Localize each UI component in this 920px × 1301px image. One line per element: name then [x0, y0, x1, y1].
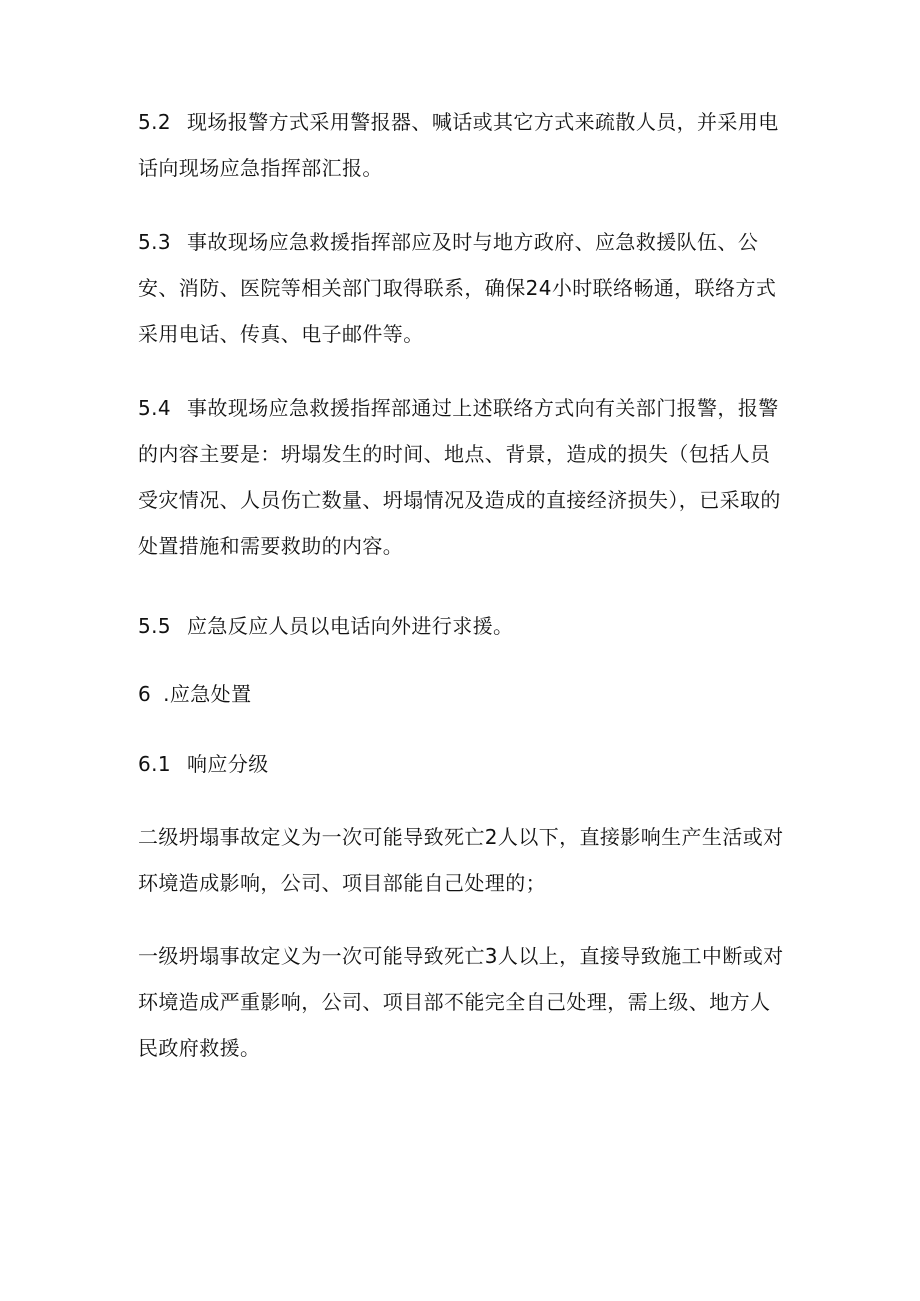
section-heading-6 — [138, 671, 788, 717]
paragraph-text: 一级坍塌事故定义为一次可能导致死亡3人以上，直接导致施工中断或对环境造成严重影响，公司、项目部不能完全自己处理，需上级、地方人民政府救援。 — [138, 944, 784, 1060]
paragraph-text: 事故现场应急救援指挥部通过上述联络方式向有关部门报警，报警的内容主要是：坍塌发生的时间、地点、背景，造成的损失（包括人员受灾情况、人员伤亡数量、坍塌情况及造成的直接经济损失），已采取的处置措施和需要救助的内容。 — [138, 396, 781, 558]
section-number: 5.5 — [138, 614, 172, 638]
paragraph-5-5 — [138, 603, 788, 649]
paragraph-level-1-definition — [138, 933, 788, 1071]
section-heading-6-1 — [138, 741, 788, 787]
paragraph-text: 应急反应人员以电话向外进行求援。 — [187, 614, 514, 638]
section-title: .应急处置 — [163, 682, 252, 706]
section-number: 6 — [138, 682, 152, 706]
paragraph-level-2-definition — [138, 814, 788, 906]
section-number: 5.2 — [138, 110, 172, 134]
paragraph-5-4 — [138, 385, 788, 569]
section-number: 6.1 — [138, 752, 172, 776]
section-number: 5.3 — [138, 230, 172, 254]
section-title: 响应分级 — [187, 752, 269, 776]
paragraph-text: 二级坍塌事故定义为一次可能导致死亡2人以下，直接影响生产生活或对环境造成影响，公司、项目部能自己处理的； — [138, 825, 784, 895]
section-number: 5.4 — [138, 396, 172, 420]
paragraph-text: 现场报警方式采用警报器、喊话或其它方式来疏散人员，并采用电话向现场应急指挥部汇报。 — [138, 110, 779, 180]
paragraph-5-2 — [138, 99, 788, 191]
paragraph-text: 事故现场应急救援指挥部应及时与地方政府、应急救援队伍、公安、消防、医院等相关部门取得联系，确保24小时联络畅通，联络方式采用电话、传真、电子邮件等。 — [138, 230, 777, 346]
paragraph-5-3 — [138, 219, 788, 357]
